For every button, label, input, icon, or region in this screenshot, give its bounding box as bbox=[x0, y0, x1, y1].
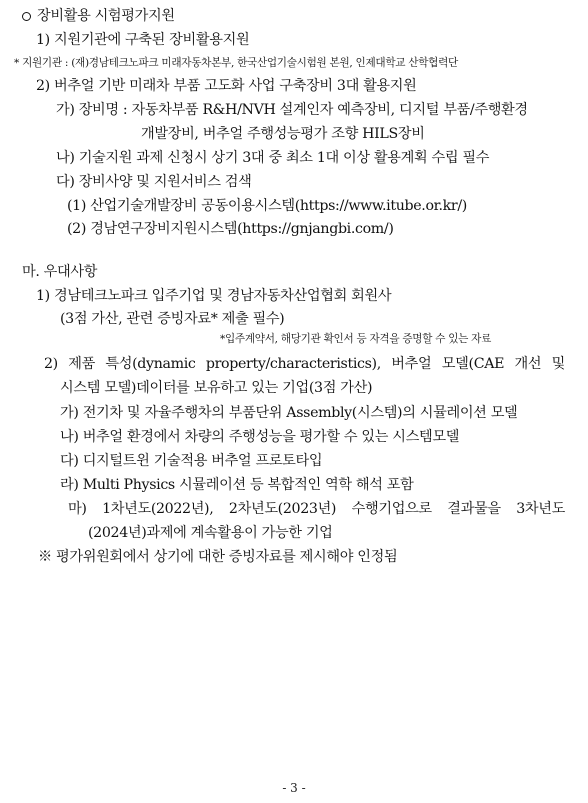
preference-item-2-na: 나) 버추얼 환경에서 차량의 주행성능을 평가할 수 있는 시스템모델 bbox=[60, 429, 460, 445]
equipment-item-2-ga-line1: 가) 장비명 : 자동차부품 R&H/NVH 설계인자 예측장비, 디지털 부품/주행환경 bbox=[56, 102, 528, 118]
equipment-item-2-da-2: (2) 경남연구장비지원시스템(https://gnjangbi.com/) bbox=[67, 221, 394, 237]
note-support-agencies: * 지원기관 : (재)경남테크노파크 미래자동차본부, 한국산업기술시험원 본원, 인제대학교 산학협력단 bbox=[14, 57, 458, 69]
evaluation-notice: ※ 평가위원회에서 상기에 대한 증빙자료를 제시해야 인정됨 bbox=[38, 549, 398, 565]
heading-text: 장비활용 시험평가지원 bbox=[37, 8, 175, 24]
preference-item-1-line1: 1) 경남테크노파크 입주기업 및 경남자동차산업협회 회원사 bbox=[36, 288, 392, 304]
equipment-item-2-ga-line2: 개발장비, 버추얼 주행성능평가 조향 HILS장비 bbox=[141, 126, 425, 142]
equipment-item-2: 2) 버추얼 기반 미래차 부품 고도화 사업 구축장비 3대 활용지원 bbox=[36, 78, 417, 94]
preference-item-2-da: 다) 디지털트윈 기술적용 버추얼 프로토타입 bbox=[60, 453, 323, 469]
preference-item-2-line1: 2) 제품 특성(dynamic property/characteristics), 버추얼 모델(CAE 개선 및 bbox=[44, 356, 565, 372]
equipment-item-2-da-1: (1) 산업기술개발장비 공동이용시스템(https://www.itube.or.kr/) bbox=[67, 198, 467, 214]
equipment-item-1: 1) 지원기관에 구축된 장비활용지원 bbox=[36, 32, 250, 48]
preference-item-2-ga: 가) 전기차 및 자율주행차의 부품단위 Assembly(시스템)의 시뮬레이션 모델 bbox=[60, 405, 518, 421]
preference-item-2-ma-line2: (2024년)과제에 계속활용이 가능한 기업 bbox=[88, 525, 333, 541]
preference-item-2-line2: 시스템 모델)데이터를 보유하고 있는 기업(3점 가산) bbox=[60, 380, 373, 396]
note-evidence-documents: *입주계약서, 해당기관 확인서 등 자격을 증명할 수 있는 자료 bbox=[220, 333, 492, 345]
preference-item-2-ma-line1: 마) 1차년도(2022년), 2차년도(2023년) 수행기업으로 결과물을 3차년도 bbox=[68, 501, 565, 517]
preference-item-1-line2: (3점 가산, 관련 증빙자료* 제출 필수) bbox=[60, 311, 285, 327]
circle-bullet-icon bbox=[22, 12, 31, 21]
page-number: - 3 - bbox=[282, 781, 306, 795]
section-heading-equipment bbox=[22, 6, 175, 26]
preference-item-2-ra: 라) Multi Physics 시뮬레이션 등 복합적인 역학 해석 포함 bbox=[60, 477, 414, 493]
section-heading-preference: 마. 우대사항 bbox=[22, 264, 98, 280]
equipment-item-2-na: 나) 기술지원 과제 신청시 상기 3대 중 최소 1대 이상 활용계획 수립 필수 bbox=[56, 150, 490, 166]
equipment-item-2-da: 다) 장비사양 및 지원서비스 검색 bbox=[56, 174, 252, 190]
